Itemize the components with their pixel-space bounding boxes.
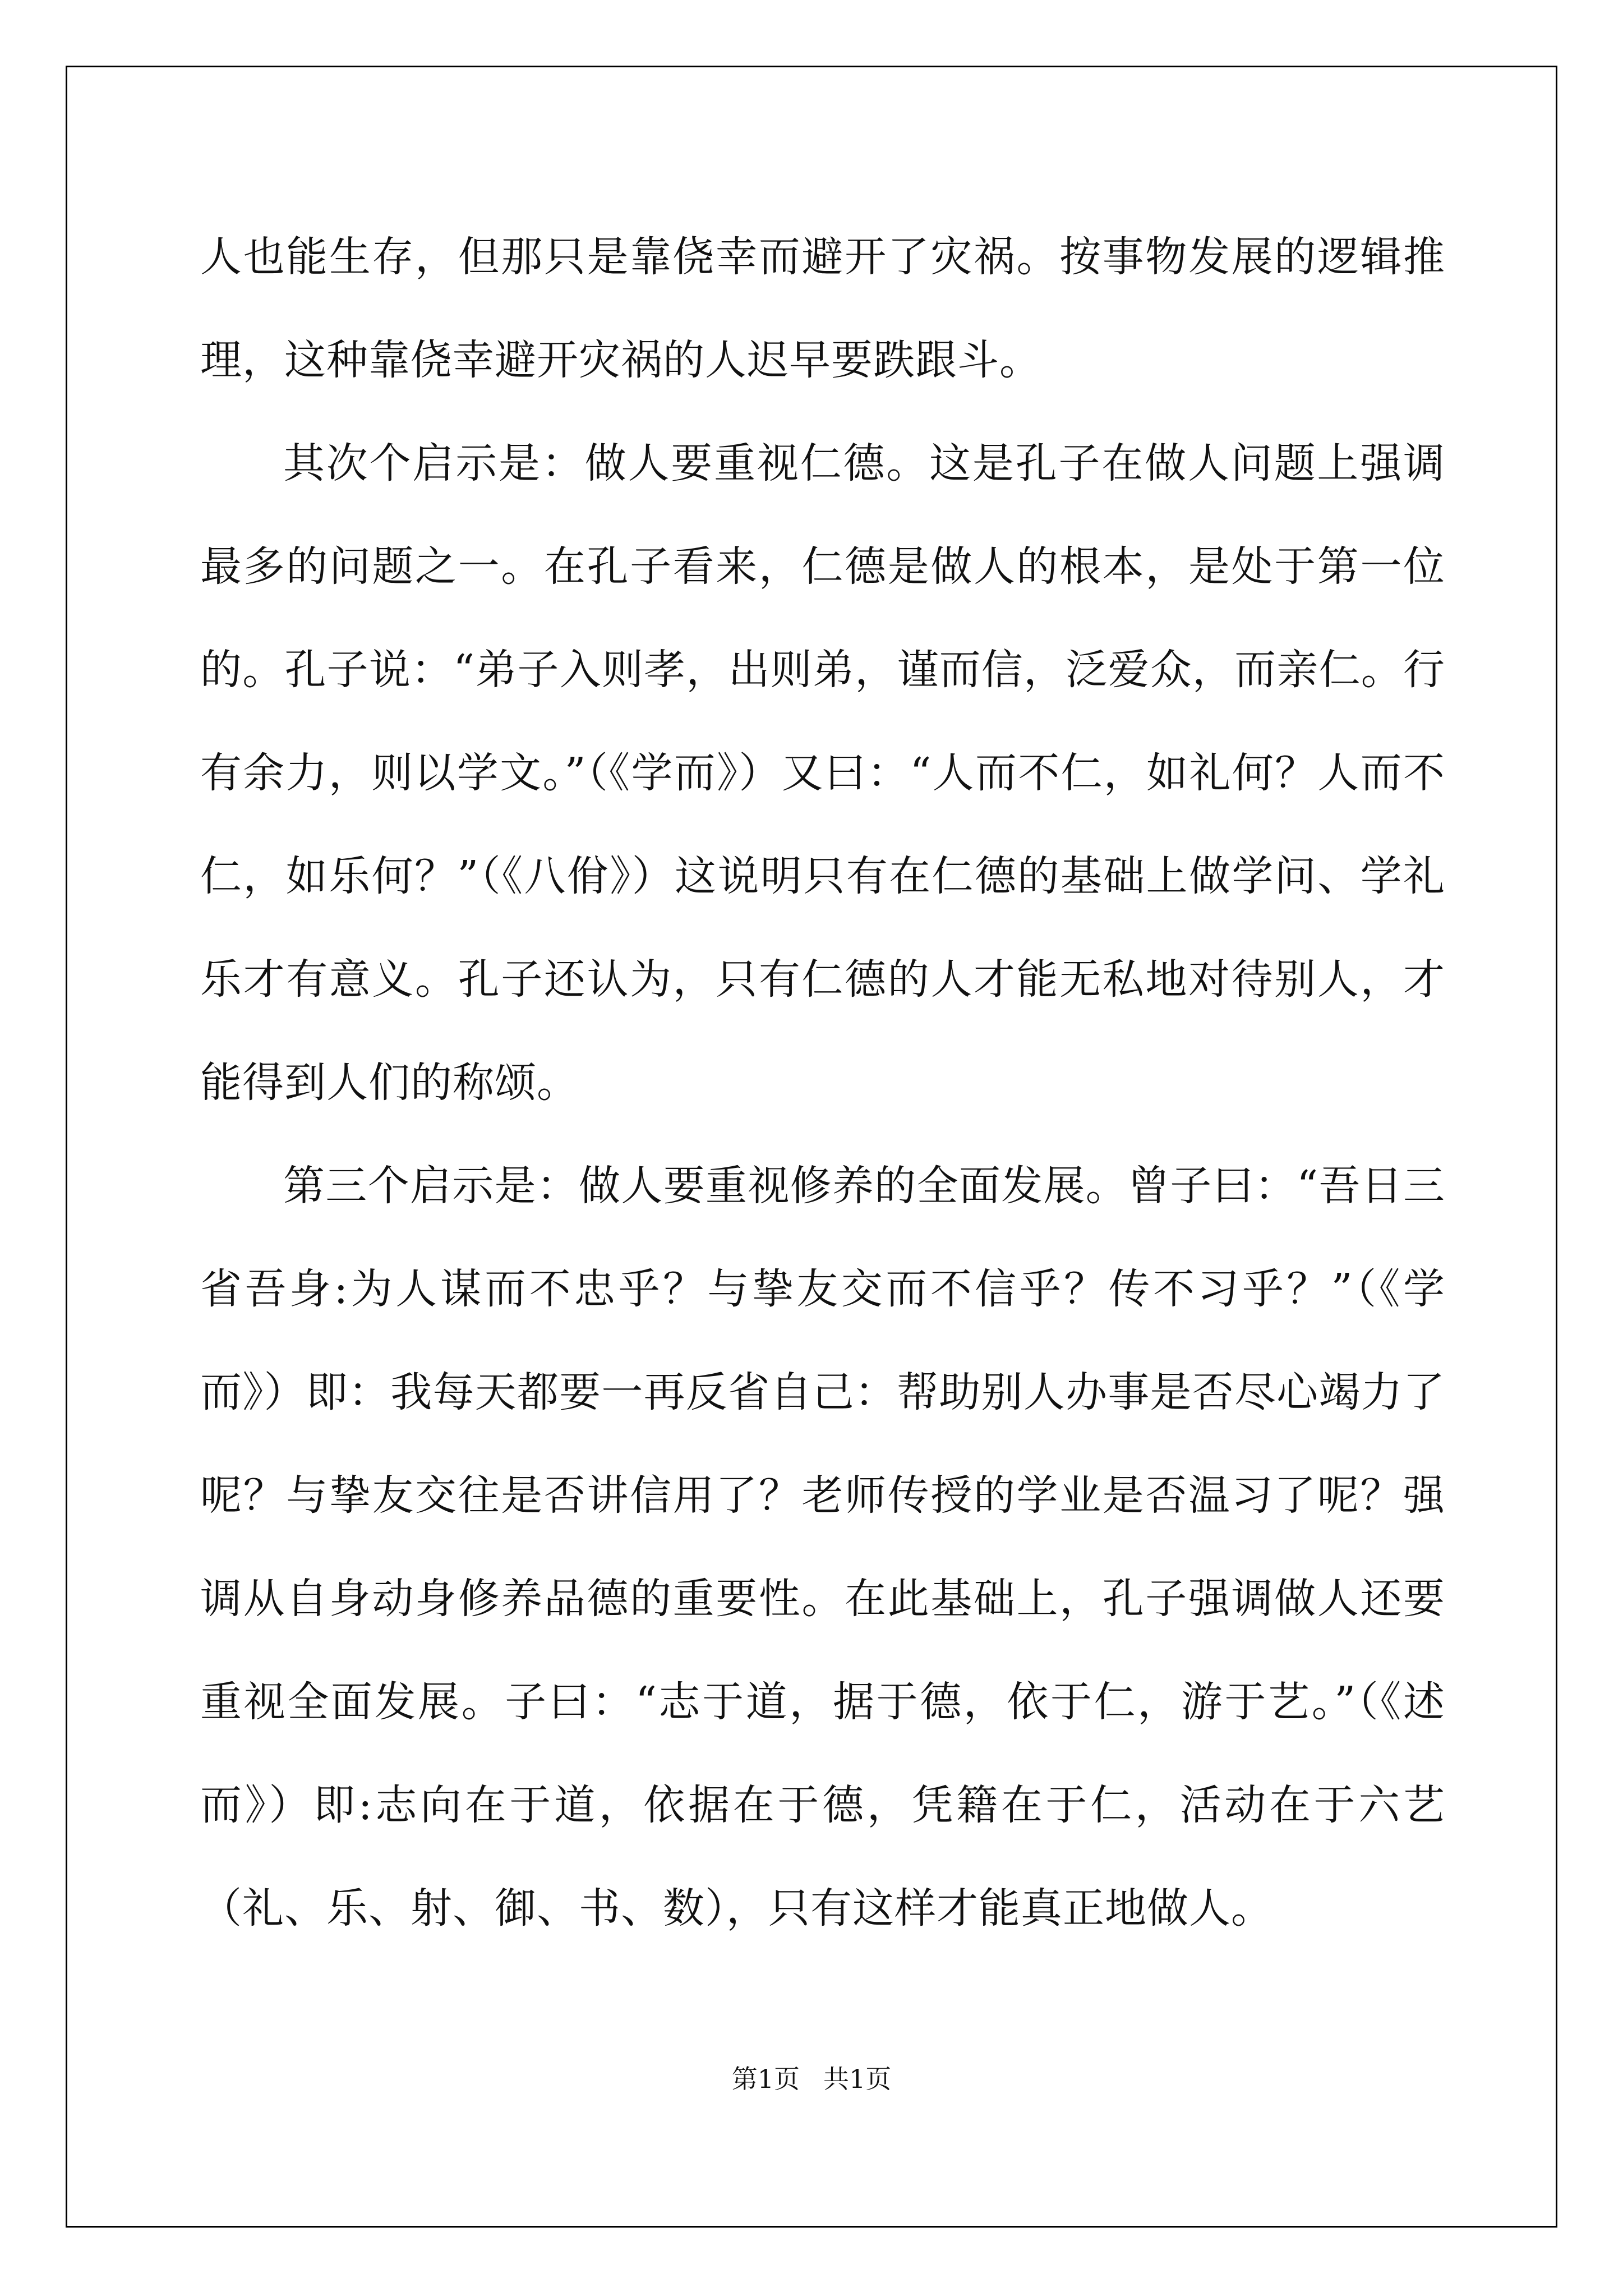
paragraph-3: 第三个启示是：做人要重视修养的全面发展。曾子曰：“吾日三省吾身:为人谋而不忠乎？与挚友交而不信乎？传不习乎？”（《学而》）即：我每天都要一再反省自己：帮助别人办事是否尽心竭力了呢？与挚友交往是否讲信用了？老师传授的学业是否温习了呢？强调从自身动身修养品德的重要性。在此基础上，孔子强调做人还要重视全面发展。子曰：“志于道，据于德，依于仁，游于艺。”（《述而》）即:志向在于道，依据在于德，凭籍在于仁，活动在于六艺（礼、乐、射、御、书、数），只有这样才能真正地做人。: [200, 1162, 1445, 1932]
page-footer: [0, 2059, 1623, 2096]
page-number-current: 第1页: [731, 2064, 800, 2094]
paragraph-2: 其次个启示是：做人要重视仁德。这是孔子在做人问题上强调最多的问题之一。在孔子看来，仁德是做人的根本，是处于第一位的。孔子说：“弟子入则孝，出则弟，谨而信，泛爱众，而亲仁。行有余力，则以学文。”（《学而》）又曰：“人而不仁，如礼何？人而不仁，如乐何？”（《八佾》）这说明只有在仁德的基础上做学问、学礼乐才有意义。孔子还认为，只有仁德的人才能无私地对待别人，才能得到人们的称颂。: [200, 439, 1445, 1107]
page-number-total: 共1页: [823, 2064, 892, 2094]
document-body: [200, 205, 1445, 1960]
paragraph-1: 人也能生存，但那只是靠侥幸而避开了灾祸。按事物发展的逻辑推理，这种靠侥幸避开灾祸的人迟早要跌跟斗。: [200, 233, 1445, 384]
